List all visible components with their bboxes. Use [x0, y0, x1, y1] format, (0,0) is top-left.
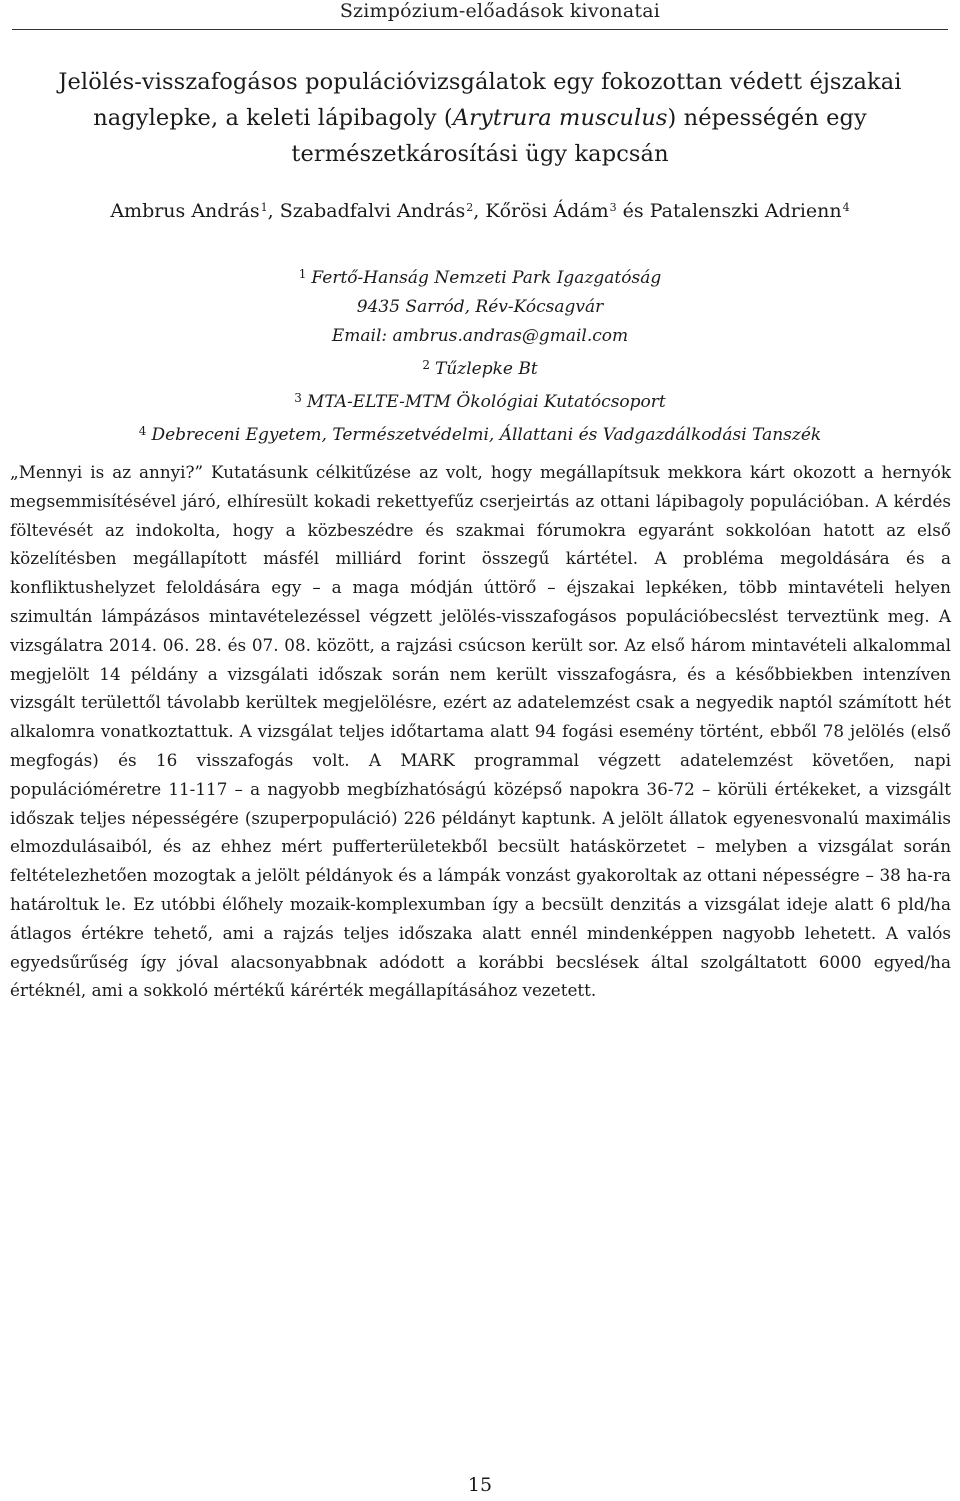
affiliation-marker: 3 [294, 391, 302, 405]
abstract-body: „Mennyi is az annyi?” Kutatásunk célkitűzése az volt, hogy megállapítsuk mekkora kárt okozott a hernyók megsemmisítésével járó, elhíresült kokadi rekettyefűz cserjeirtás az ottani lápibagoly populációban. A kérdés föltevését az indokolta, hogy a közbeszédre és szakmai fórumokra egyaránt sokkolóan hatott az első közelítésben megállapított másfél milliárd forint összegű kártétel. A probléma megoldására és a konfliktushelyzet feloldására egy – a maga módján úttörő – éjszakai lepkéken, több mintavételi helyen szimultán lámpázásos mintavételezéssel végzett jelölés-visszafogásos populációbecslést terveztünk meg. A vizsgálatra 2014. 06. 28. és 07. 08. között, a rajzási csúcson került sor. Az első három mintavételi alkalommal megjelölt 14 példány a vizsgálati időszak során nem került visszafogásra, és a későbbiekben intenzíven vizsgált területtől távolabb kerültek megjelölésre, ezért az adatelemzést csak a negyedik naptól számított hét alkalomra vonatkoztattuk. A vizsgálat teljes időtartama alatt 94 fogási esemény történt, ebből 78 jelölés (első megfogás) és 16 visszafogás volt. A MARK programmal végzett adatelemzést követően, napi populációméretre 11-117 – a nagyobb megbízhatóságú középső napokra 36-72 – körüli értékeket, a vizsgált időszak teljes népességére (szuperpopuláció) 226 példányt kaptunk. A jelölt állatok egyenesvonalú maximális elmozdulásaiból, és az ehhez mért pufferterületekből becsült hatáskörzetet – melyben a vizsgálat során feltételezhetően mozogtak a jelölt példányok és a lámpák vonzást gyakoroltak az ottani népességre – 38 ha-ra határoltuk le. Ez utóbbi élőhely mozaik-komplexumban így a becsült denzitás a vizsgálat ideje alatt 6 pld/ha átlagos értékre tehető, ami a rajzás teljes időszaka alatt ennél mindenképpen nagyobb lehetett. A valós egyedsűrűség így jóval alacsonyabbnak adódott a korábbi becslések által szolgáltatott 6000 egyed/ha értéknél, ami a sokkoló mértékű kárérték megállapításához vezetett. [10, 462, 951, 1001]
author-name: Patalenszki Adrienn [649, 200, 842, 222]
affiliation-1 [0, 260, 960, 293]
author-name: Kőrösi Ádám [485, 200, 609, 222]
author-separator: , [473, 200, 486, 222]
author-name: Ambrus András [110, 200, 260, 222]
affiliation-text: Debreceni Egyetem, Természetvédelmi, Állattani és Vadgazdálkodási Tanszék [151, 425, 822, 445]
affiliation-marker: 1 [298, 267, 307, 281]
author-affiliation-marker: 2 [466, 201, 474, 214]
affiliation-text: MTA-ELTE-MTM Ökológiai Kutatócsoport [306, 392, 666, 412]
affiliation-address: 9435 Sarród, Rév-Kócsagvár [356, 297, 604, 317]
affiliation-2 [0, 351, 960, 384]
affiliation-text: Tűzlepke Bt [434, 359, 538, 379]
author-affiliation-marker: 1 [260, 201, 268, 214]
affiliations [0, 260, 960, 450]
affiliation-email: Email: ambrus.andras@gmail.com [331, 326, 629, 346]
affiliation-marker: 4 [138, 424, 147, 438]
author-separator: , [267, 200, 280, 222]
author-affiliation-marker: 4 [842, 201, 850, 214]
affiliation-3 [0, 384, 960, 417]
affiliation-text: Fertő-Hanság Nemzeti Park Igazgatóság [311, 268, 662, 288]
running-header: Szimpózium-előadások kivonatai [339, 0, 660, 22]
species-name: Arytrura musculus [452, 105, 668, 131]
author-separator: és [616, 200, 650, 222]
author-affiliation-marker: 3 [609, 201, 617, 214]
affiliation-4 [0, 417, 960, 450]
header-rule [12, 29, 948, 30]
affiliation-marker: 2 [422, 358, 430, 372]
article-title [0, 64, 960, 172]
author-name: Szabadfalvi András [279, 200, 466, 222]
title-text-start: Jelölés-visszafogásos populációvizsgálatok egy fokozottan védett éjszakai nagylepke, a keleti lápibagoly ( [58, 69, 902, 131]
page-number: 15 [467, 1474, 493, 1496]
title-text-end: ) népességén egy természetkárosítási ügy kapcsán [291, 105, 867, 167]
author-list [0, 200, 960, 222]
